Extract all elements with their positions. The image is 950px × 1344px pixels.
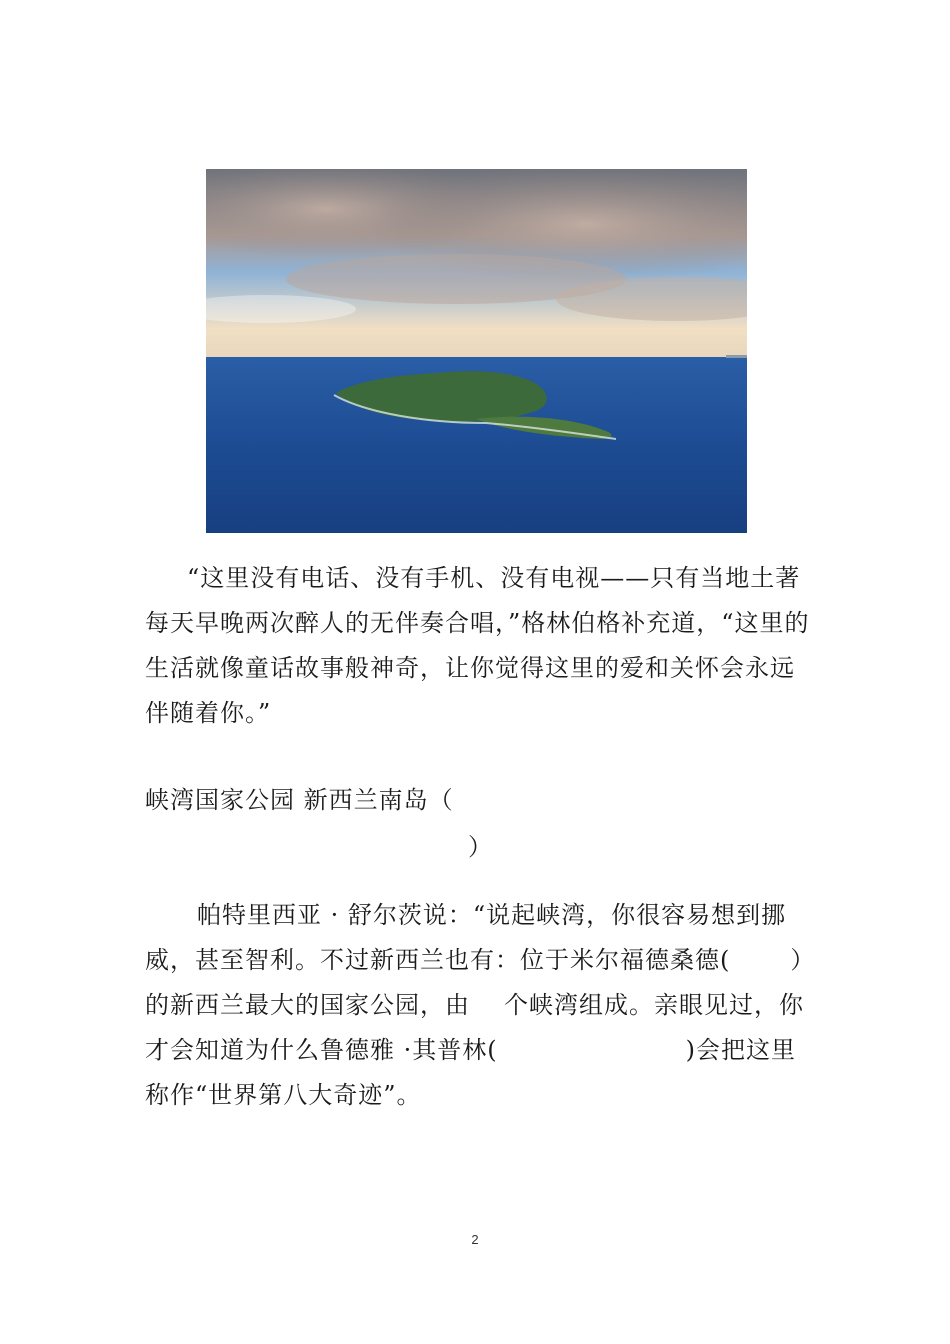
page-number: 2 <box>471 1232 479 1247</box>
section-heading-closing: ） <box>468 833 492 861</box>
section-heading-text: 峡湾国家公园 新西兰南岛（ <box>145 786 454 814</box>
island-photo-icon <box>206 169 747 533</box>
island-photo <box>206 169 747 533</box>
body-paragraph-part5: 会把这里称作“世界第八大奇迹”。 <box>145 1036 796 1109</box>
body-paragraph-part2: ）的新西兰最大的国家公园，由 <box>145 946 804 1019</box>
body-paragraph-part3: 个峡湾组成。亲眼见过，你才会知道为什么鲁德雅 ·其普林( <box>145 991 804 1064</box>
quote-paragraph: “这里没有电话、没有手机、没有电视——只有当地土著每天早晚两次醉人的无伴奏合唱，”格林伯格补充道，“这里的生活就像童话故事般神奇，让你觉得这里的爱和关怀会永远伴随着你。” <box>145 564 810 727</box>
body-paragraph <box>145 893 810 1118</box>
body-paragraph-part4: ) <box>685 1036 696 1064</box>
body-paragraph-part1: 帕特里西亚 · 舒尔茨说：“说起峡湾，你很容易想到挪威，甚至智利。不过新西兰也有：位于米尔福德桑德( <box>145 901 787 974</box>
section-heading <box>145 778 810 823</box>
